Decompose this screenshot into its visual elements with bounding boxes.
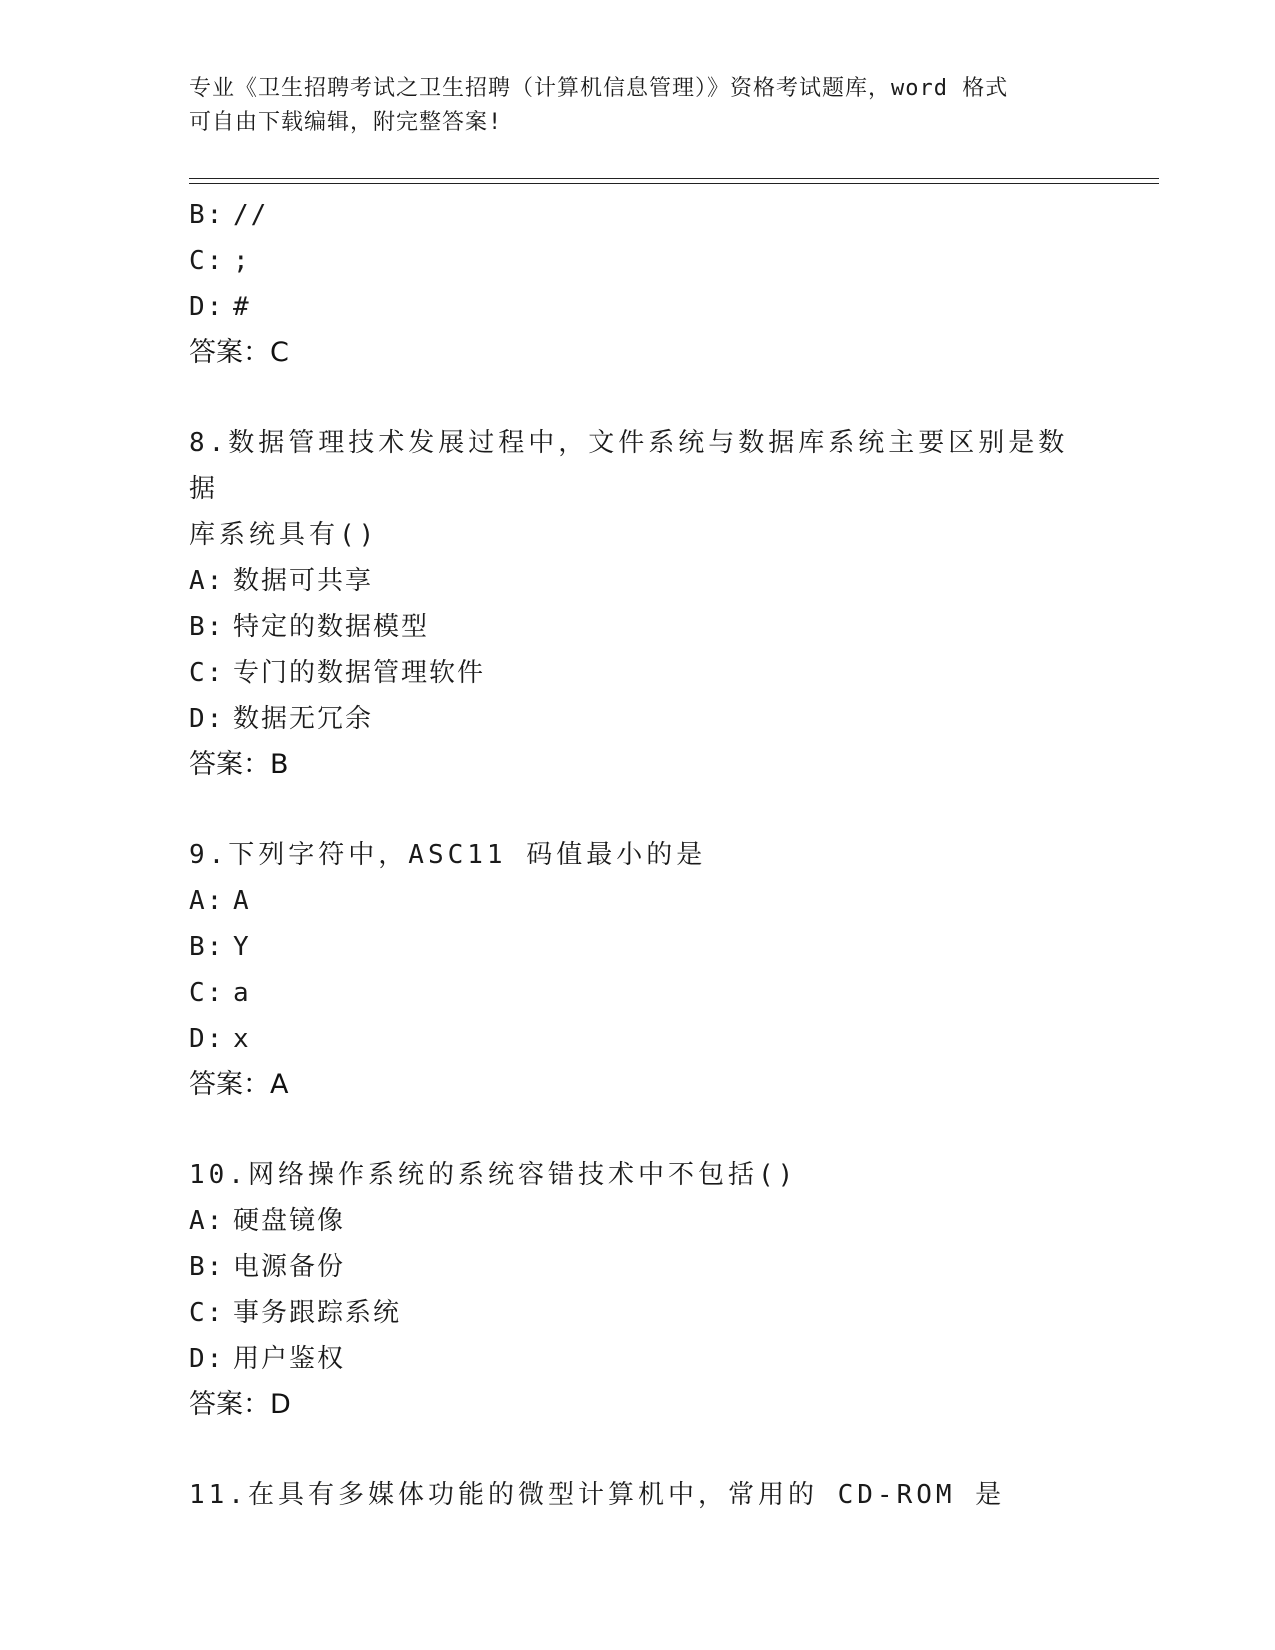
- option-d: D: x: [189, 1024, 251, 1054]
- question-stem: 10.网络操作系统的系统容错技术中不包括(): [189, 1160, 798, 1190]
- option-d: D: 用户鉴权: [189, 1344, 346, 1374]
- option-c: C: 事务跟踪系统: [189, 1298, 402, 1328]
- header-line-1: 专业《卫生招聘考试之卫生招聘（计算机信息管理）》资格考试题库，word 格式: [189, 76, 1009, 101]
- option-c: C: a: [189, 978, 251, 1008]
- header-line-2: 可自由下载编辑，附完整答案!: [189, 110, 503, 135]
- option-c: C: ;: [189, 246, 251, 276]
- question-9: [189, 832, 1089, 1108]
- question-stem: 11.在具有多媒体功能的微型计算机中，常用的 CD-ROM 是: [189, 1480, 1006, 1510]
- document-header: [189, 72, 1069, 140]
- option-c: C: 专门的数据管理软件: [189, 658, 486, 688]
- question-list: [189, 192, 1089, 1518]
- option-a: A: 数据可共享: [189, 566, 374, 596]
- answer: 答案：C: [189, 337, 289, 368]
- option-b: B: 特定的数据模型: [189, 612, 430, 642]
- option-b: B: Y: [189, 932, 251, 962]
- question-stem-line-2: 库系统具有(): [189, 520, 379, 550]
- option-a: A: 硬盘镜像: [189, 1206, 346, 1236]
- option-b: B: //: [189, 200, 269, 230]
- question-7-tail: [189, 192, 1089, 376]
- header-divider-bottom: [189, 183, 1159, 184]
- header-divider-top: [189, 178, 1159, 179]
- option-d: D: #: [189, 292, 251, 322]
- option-b: B: 电源备份: [189, 1252, 346, 1282]
- answer: 答案：D: [189, 1389, 291, 1420]
- question-stem: [189, 420, 1089, 558]
- question-10: [189, 1152, 1089, 1428]
- answer: 答案：A: [189, 1069, 289, 1100]
- question-stem-line-1: 8.数据管理技术发展过程中，文件系统与数据库系统主要区别是数据: [189, 428, 1069, 504]
- question-11: [189, 1472, 1089, 1518]
- question-stem: 9.下列字符中，ASC11 码值最小的是: [189, 840, 707, 870]
- option-a: A: A: [189, 886, 251, 916]
- answer: 答案：B: [189, 749, 289, 780]
- question-8: [189, 420, 1089, 788]
- option-d: D: 数据无冗余: [189, 704, 374, 734]
